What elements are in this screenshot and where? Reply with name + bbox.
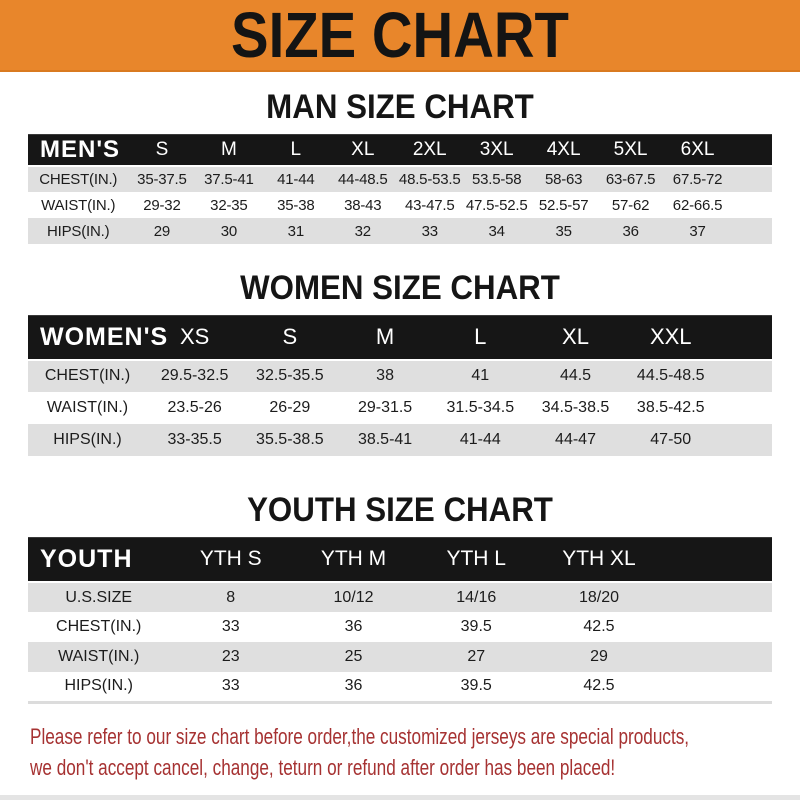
youth-size-table (28, 537, 772, 704)
measurement-value: 29 (538, 642, 661, 672)
measurement-value: 23.5-26 (167, 398, 222, 416)
bottom-strip (0, 795, 800, 800)
size-column-header: XL (528, 316, 623, 360)
measurement-value: 39.5 (460, 618, 492, 635)
measurement-value: 29.5-32.5 (147, 360, 242, 392)
measurement-row (28, 218, 772, 244)
measurement-value: 41 (433, 360, 528, 392)
row-filler-cell (718, 392, 772, 424)
measurement-value: 47-50 (623, 424, 718, 456)
measurement-row (28, 192, 772, 218)
size-column-header: 3XL (463, 135, 530, 167)
row-filler-cell (731, 192, 772, 218)
row-filler-cell (660, 612, 772, 642)
measurement-value: 57-62 (611, 196, 650, 214)
women-section (0, 269, 800, 456)
table-header-row (28, 537, 772, 582)
row-label: HIPS(IN.) (28, 218, 128, 244)
youth-section-title: YOUTH SIZE CHART (247, 490, 553, 529)
table-title-cell: MEN'S (28, 135, 128, 167)
row-label: WAIST(IN.) (28, 642, 169, 672)
measurement-value: 38-43 (344, 196, 382, 214)
measurement-value: 32-35 (210, 196, 248, 214)
measurement-value: 37.5-41 (195, 166, 262, 192)
table-title-cell: WOMEN'S (28, 316, 147, 360)
measurement-value: 25 (292, 642, 415, 672)
size-column-header: L (433, 316, 528, 360)
size-column-header: 6XL (664, 135, 731, 167)
row-filler-cell (731, 218, 772, 244)
measurement-value: 29-31.5 (357, 398, 413, 416)
size-column-header: YTH XL (538, 537, 661, 582)
measurement-value: 31 (262, 218, 329, 244)
measurement-value: 58-63 (530, 166, 597, 192)
measurement-value: 53.5-58 (463, 166, 530, 192)
measurement-value: 38.5-41 (337, 424, 432, 456)
men-section (0, 88, 800, 244)
measurement-row (28, 424, 772, 456)
measurement-row (28, 672, 772, 702)
measurement-value: 29-32 (143, 196, 181, 214)
youth-section (0, 491, 800, 704)
measurement-value: 33 (396, 218, 463, 244)
measurement-row (28, 392, 772, 424)
measurement-value: 62-66.5 (672, 196, 723, 214)
measurement-value: 43-47.5 (404, 196, 455, 214)
table-header-row (28, 316, 772, 360)
footer-note (30, 721, 800, 783)
measurement-value: 36 (344, 677, 363, 695)
measurement-value: 44.5 (528, 360, 623, 392)
measurement-value: 36 (344, 618, 363, 635)
measurement-value: 26-29 (269, 398, 311, 416)
measurement-value: 31.5-34.5 (446, 398, 515, 416)
measurement-value: 44.5-48.5 (623, 360, 718, 392)
size-column-header: XS (147, 316, 242, 360)
row-label: CHEST(IN.) (28, 166, 128, 192)
footer-note-line-1: Please refer to our size chart before order,the customized jerseys are special products, (30, 723, 690, 749)
size-column-header: 2XL (396, 135, 463, 167)
footer-note-line-2: we don't accept cancel, change, teturn or refund after order has been placed! (30, 754, 616, 780)
size-column-header: 4XL (530, 135, 597, 167)
header-filler-cell (731, 135, 772, 167)
measurement-value: 37 (664, 218, 731, 244)
row-filler-cell (660, 642, 772, 672)
measurement-value: 27 (415, 642, 538, 672)
measurement-value: 32.5-35.5 (242, 360, 337, 392)
measurement-value: 23 (169, 642, 292, 672)
measurement-value: 38.5-42.5 (636, 398, 705, 416)
size-column-header: M (337, 316, 432, 360)
measurement-value: 36 (597, 218, 664, 244)
measurement-value: 33 (221, 677, 240, 695)
row-filler-cell (718, 360, 772, 392)
measurement-value: 67.5-72 (664, 166, 731, 192)
size-column-header: YTH S (169, 537, 292, 582)
measurement-value: 41-44 (262, 166, 329, 192)
row-filler-cell (731, 166, 772, 192)
size-column-header: XL (329, 135, 396, 167)
row-label: HIPS(IN.) (28, 424, 147, 456)
measurement-value: 63-67.5 (597, 166, 664, 192)
measurement-row (28, 642, 772, 672)
table-header-row (28, 135, 772, 167)
measurement-value: 18/20 (538, 582, 661, 612)
header-filler-cell (660, 537, 772, 582)
measurement-value: 35-38 (277, 196, 315, 214)
measurement-value: 35 (530, 218, 597, 244)
row-label: CHEST(IN.) (56, 618, 142, 635)
table-title-cell: YOUTH (28, 537, 169, 582)
size-column-header: L (262, 135, 329, 167)
measurement-value: 48.5-53.5 (396, 166, 463, 192)
row-filler-cell (660, 582, 772, 612)
measurement-value: 39.5 (460, 677, 492, 695)
measurement-row (28, 360, 772, 392)
measurement-row (28, 612, 772, 642)
measurement-value: 10/12 (292, 582, 415, 612)
row-label: CHEST(IN.) (28, 360, 147, 392)
measurement-row (28, 582, 772, 612)
size-column-header: M (195, 135, 262, 167)
size-column-header: S (242, 316, 337, 360)
measurement-value: 32 (329, 218, 396, 244)
row-label: WAIST(IN.) (46, 398, 129, 416)
measurement-value: 30 (195, 218, 262, 244)
size-column-header: YTH L (415, 537, 538, 582)
measurement-value: 47.5-52.5 (465, 196, 528, 214)
row-filler-cell (718, 424, 772, 456)
measurement-value: 42.5 (583, 618, 615, 635)
measurement-value: 44-48.5 (329, 166, 396, 192)
header-filler-cell (718, 316, 772, 360)
banner-title: SIZE CHART (231, 0, 569, 71)
size-column-header: YTH M (292, 537, 415, 582)
measurement-row (28, 166, 772, 192)
size-chart-banner (0, 0, 800, 72)
measurement-value: 34 (463, 218, 530, 244)
row-label: HIPS(IN.) (64, 677, 133, 695)
women-section-title: WOMEN SIZE CHART (240, 269, 560, 307)
measurement-value: 52.5-57 (538, 196, 589, 214)
measurement-value: 41-44 (433, 424, 528, 456)
size-column-header: S (128, 135, 195, 167)
measurement-value: 35.5-38.5 (242, 424, 337, 456)
measurement-value: 42.5 (583, 677, 615, 695)
measurement-value: 35-37.5 (128, 166, 195, 192)
women-size-table (28, 315, 772, 456)
row-label: U.S.SIZE (28, 582, 169, 612)
size-column-header: 5XL (597, 135, 664, 167)
size-column-header: XXL (623, 316, 718, 360)
men-size-table (28, 134, 772, 244)
measurement-value: 38 (337, 360, 432, 392)
measurement-value: 33 (221, 618, 240, 635)
measurement-value: 8 (169, 582, 292, 612)
measurement-value: 44-47 (528, 424, 623, 456)
measurement-value: 29 (128, 218, 195, 244)
measurement-value: 33-35.5 (147, 424, 242, 456)
row-filler-cell (660, 672, 772, 702)
row-label: WAIST(IN.) (41, 196, 116, 214)
men-section-title: MAN SIZE CHART (266, 88, 534, 126)
measurement-value: 14/16 (415, 582, 538, 612)
measurement-value: 34.5-38.5 (541, 398, 610, 416)
